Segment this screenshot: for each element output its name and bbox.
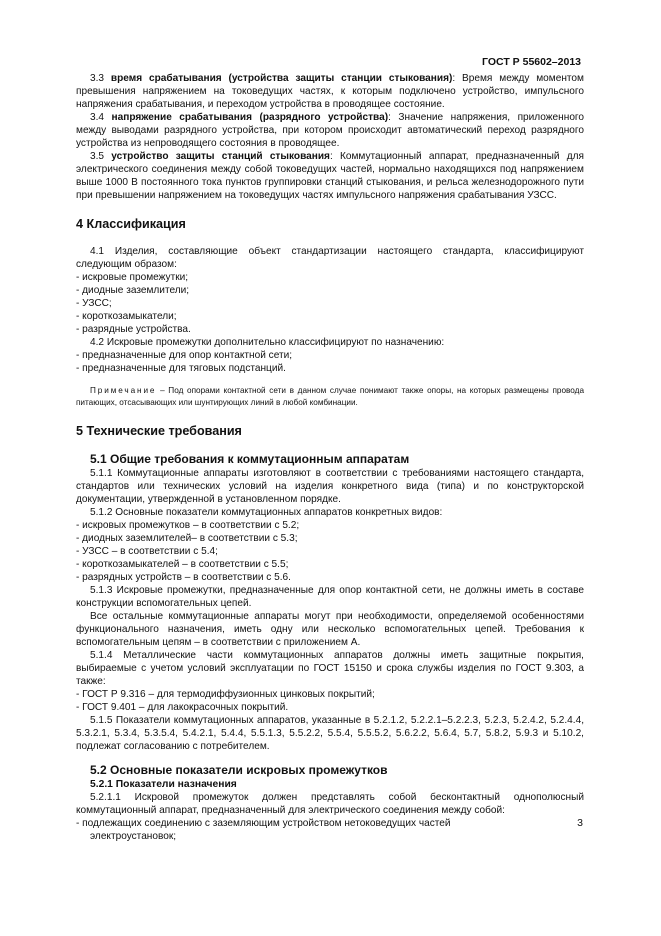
section-5-1-title: 5.1 Общие требования к коммутационным аппаратам (90, 452, 410, 466)
list-item: - диодные заземлители; (76, 285, 190, 296)
section-5-2-1-title: 5.2.1 Показатели назначения (90, 779, 237, 790)
list-item: - короткозамыкателей – в соответствии с 5.5; (76, 559, 289, 570)
page-number: 3 (577, 817, 583, 829)
paragraph-5-1-2: 5.1.2 Основные показатели коммутационных аппаратов конкретных видов: (90, 507, 443, 518)
paragraph-5-1-3: 5.1.3 Искровые промежутки, предназначенные для опор контактной сети, не должны иметь в составе конструкции вспомогательных цепей. (76, 585, 584, 609)
definition-3-3: 3.3 время срабатывания (устройства защиты станции стыкования): Время между моментом превышения напряжением на токоведущих частях, к которым подключено устройство, импульсного напряжения срабатывания, и переходом устройства в проводящее состояние. (76, 73, 584, 110)
list-item: - УЗСС; (76, 298, 112, 309)
paragraph-5-1-4: 5.1.4 Металлические части коммутационных аппаратов должны иметь защитные покрытия, выбираемые с учетом условий эксплуатации по ГОСТ 15150 и срока службы изделия по ГОСТ 9.303, а также: (76, 650, 584, 687)
section-4-title: 4 Классификация (76, 217, 186, 231)
note-label: Примечание (90, 386, 157, 395)
list-item: - искровых промежутков – в соответствии с 5.2; (76, 520, 300, 531)
list-item: - искровые промежутки; (76, 272, 189, 283)
list-item: - разрядных устройств – в соответствии с 5.6. (76, 572, 291, 583)
section-5-title: 5 Технические требования (76, 424, 242, 438)
list-item: - ГОСТ 9.401 – для лакокрасочных покрытий. (76, 702, 289, 713)
list-item: - предназначенные для опор контактной сети; (76, 350, 293, 361)
list-item: - разрядные устройства. (76, 324, 191, 335)
paragraph-5-1-1: 5.1.1 Коммутационные аппараты изготовляют в соответствии с требованиями настоящего стандарта, стандартов или технических условий на изделия конкретного вида (типа) и по конструкторской документации, утвержденной в установленном порядке. (76, 468, 584, 505)
definition-3-4: 3.4 напряжение срабатывания (разрядного устройства): Значение напряжения, приложенного между выводами разрядного устройства, при котором происходит автоматический переход разрядного устройства из непроводящего состояния в проводящее. (76, 112, 585, 149)
document-body (76, 72, 584, 843)
paragraph-4-1: 4.1 Изделия, составляющие объект стандартизации настоящего стандарта, классифицируют следующим образом: (76, 246, 584, 270)
paragraph-5-1-3-cont: Все остальные коммутационные аппараты могут при необходимости, определяемой особенностями функционального назначения, иметь одну или несколько вспомогательных цепей. Требования к вспомогательным цепям – в соответствии с приложением А. (76, 611, 584, 648)
list-item: - подлежащих соединению с заземляющим устройством нетоковедущих частей (76, 818, 451, 829)
paragraph-5-2-1-1: 5.2.1.1 Искровой промежуток должен представлять собой бесконтактный однополюсный коммутационный аппарат, предназначенный для электрического соединения между собой: (76, 792, 584, 816)
definition-3-5: 3.5 устройство защиты станций стыкования: Коммутационный аппарат, предназначенный для электрического соединения между собой токоведущих частей, нормально находящихся под напряжением выше 1000 В постоянного тока пунктов группировки станций стыкования, и рельса железнодорожного пути при превышении напряжением на токоведущих частях импульсного напряжения срабатывания УЗСС. (76, 151, 584, 201)
paragraph-4-2: 4.2 Искровые промежутки дополнительно классифицируют по назначению: (90, 337, 445, 348)
paragraph-5-1-5: 5.1.5 Показатели коммутационных аппаратов, указанные в 5.2.1.2, 5.2.2.1–5.2.2.3, 5.2.3, 5.2.4.2, 5.2.4.4, 5.3.2.1, 5.3.4, 5.3.5.4, 5.4.2.1, 5.4.4, 5.5.1.3, 5.5.2.2, 5.5.4, 5.5.5.2, 5.6.2.2, 5.6.4, 5.7, 5.8.2, 5.9.3 и 5.10.2, подлежат согласованию с потребителем. (76, 715, 584, 752)
list-item: - ГОСТ Р 9.316 – для термодиффузионных цинковых покрытий; (76, 689, 375, 700)
document-header: ГОСТ Р 55602–2013 (482, 56, 581, 68)
list-item: - короткозамыкатели; (76, 311, 177, 322)
list-item: - диодных заземлителей– в соответствии с 5.3; (76, 533, 298, 544)
note-text: – Под опорами контактной сети в данном случае понимают также опоры, на которых размещены провода питающих, отсасывающих или шунтирующих линий в любой комбинации. (76, 386, 584, 407)
note (76, 385, 584, 409)
list-item: - УЗСС – в соответствии с 5.4; (76, 546, 218, 557)
section-5-2-title: 5.2 Основные показатели искровых промежутков (90, 763, 388, 777)
list-item: - предназначенные для тяговых подстанций. (76, 363, 286, 374)
list-item: электроустановок; (90, 831, 177, 842)
